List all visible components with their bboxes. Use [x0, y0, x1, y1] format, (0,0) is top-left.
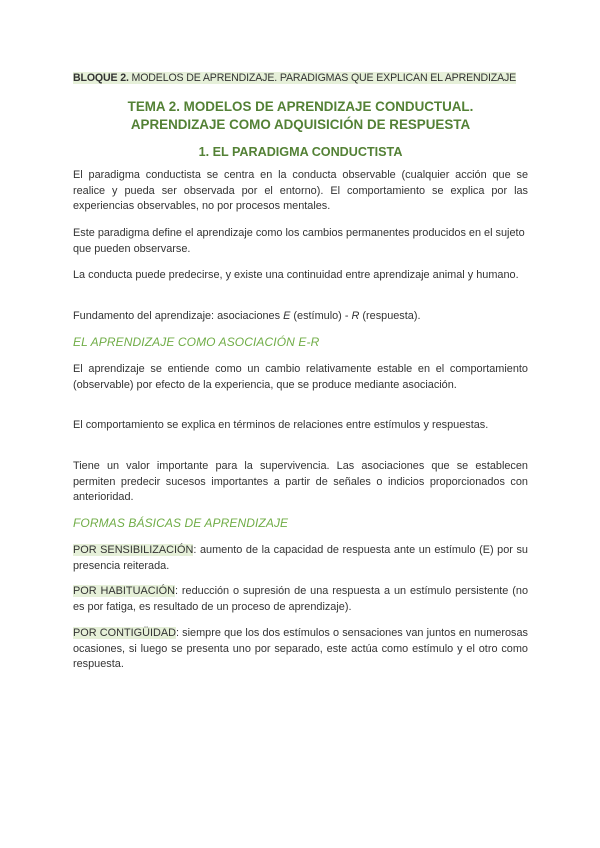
block-header: [73, 71, 528, 85]
paragraph-7: Tiene un valor importante para la supervivencia. Las asociaciones que se establecen permiten predecir sucesos importantes a partir de señales o indicios proporcionados con anterioridad.: [73, 460, 528, 503]
definition-habituacion: : reducción o supresión de una respuesta a un estímulo persistente (no es por fatiga, es resultado de un proceso de aprendizaje).: [73, 585, 528, 613]
paragraph-1: El paradigma conductista se centra en la conducta observable (cualquier acción que se realice y pueda ser observada por el entorno). El comportamiento se explica por las experiencias observables, no por procesos mentales.: [73, 169, 528, 212]
term-sensibilizacion: POR SENSIBILIZACIÓN: [73, 544, 194, 556]
definition-contiguidad: : siempre que los dos estímulos o sensaciones van juntos en numerosas ocasiones, si luego se presenta uno por separado, este actúa como estímulo y el otro como respuesta.: [73, 627, 528, 670]
paragraph-5: El aprendizaje se entiende como un cambio relativamente estable en el comportamiento (observable) por efecto de la experiencia, que se produce mediante asociación.: [73, 363, 528, 391]
block-text: MODELOS DE APRENDIZAJE. PARADIGMAS QUE EXPLICAN EL APRENDIZAJE: [128, 72, 517, 84]
block-label: BLOQUE 2.: [73, 72, 129, 84]
title-line-2: APRENDIZAJE COMO ADQUISICIÓN DE RESPUESTA: [130, 117, 471, 132]
paragraph-2: Este paradigma define el aprendizaje como los cambios permanentes producidos en el sujeto que pueden observarse.: [73, 227, 525, 255]
p4-e: E: [283, 310, 291, 322]
subheading-asociacion: EL APRENDIZAJE COMO ASOCIACIÓN E-R: [73, 335, 320, 349]
list-item: [73, 626, 528, 673]
definition-sensibilizacion: : aumento de la capacidad de respuesta ante un estímulo (E) por su presencia reiterada.: [73, 544, 528, 572]
paragraph-3: La conducta puede predecirse, y existe una continuidad entre aprendizaje animal y humano.: [73, 269, 519, 281]
term-contiguidad: POR CONTIGÜIDAD: [73, 627, 176, 639]
term-habituacion: POR HABITUACIÓN: [73, 585, 175, 597]
section-heading: 1. EL PARADIGMA CONDUCTISTA: [198, 145, 403, 159]
subheading-formas: FORMAS BÁSICAS DE APRENDIZAJE: [73, 516, 289, 530]
paragraph-6: El comportamiento se explica en términos de relaciones entre estímulos y respuestas.: [73, 419, 489, 431]
p4-mid: (estímulo) -: [290, 310, 352, 322]
p4-pre: Fundamento del aprendizaje: asociaciones: [73, 310, 284, 322]
page-title: [73, 98, 528, 134]
list-item: [73, 584, 528, 615]
p4-post: (respuesta).: [359, 310, 421, 322]
p4-r: R: [351, 310, 360, 322]
list-item: [73, 543, 528, 574]
paragraph-4: [73, 309, 528, 325]
title-line-1: TEMA 2. MODELOS DE APRENDIZAJE CONDUCTUAL.: [127, 99, 474, 114]
